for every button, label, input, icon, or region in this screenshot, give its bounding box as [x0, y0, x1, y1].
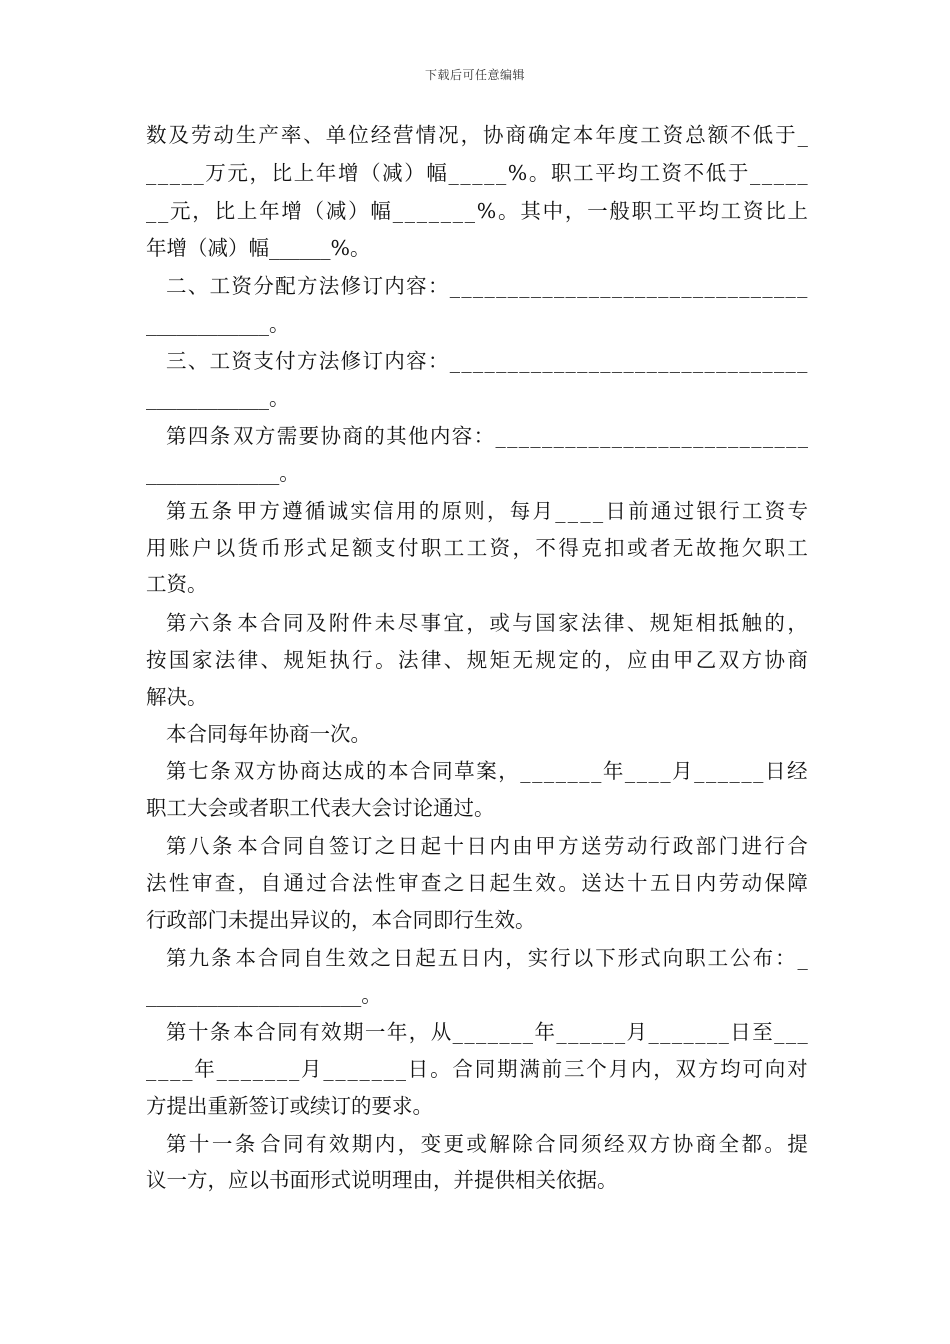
text-line: 方提出重新签订或续订的要求。: [146, 1094, 433, 1118]
text-line: _ _ _ _ _ 万 元 ， 比 上 年 增 （ 减 ） 幅 _ _ _ _ _ % 。 职 工 平 均 工 资 不 低 于 _ _ _ _ _: [146, 161, 808, 185]
text-line: 三 、 工 资 支 付 方 法 修 订 内 容 ： _ _ _ _ _ _ _ _ _ _ _ _ _ _ _ _ _ _ _ _ _ _ _ _ _ _ _ _ _ _ _: [166, 349, 808, 373]
text-line: 议一方，应以书面形式说明理由，并提供相关依据。: [146, 1168, 618, 1192]
text-line: 用 账 户 以 货 币 形 式 足 额 支 付 职 工 工 资 ， 不 得 克 扣 或 者 无 故 拖 欠 职 工: [146, 536, 808, 560]
text-line: ____________。: [146, 386, 290, 410]
text-line: 第 十 一 条 合 同 有 效 期 内 ， 变 更 或 解 除 合 同 须 经 双 方 协 商 全 都 。 提: [166, 1132, 808, 1156]
text-line: _ _ _ _ 年 _ _ _ _ _ _ _ 月 _ _ _ _ _ _ _ 日 。 合 同 期 满 前 三 个 月 内 ， 双 方 均 可 向 对: [146, 1057, 808, 1081]
text-line: 年增（减）幅______%。: [146, 236, 371, 260]
text-line: 第 五 条 甲 方 遵 循 诚 实 信 用 的 原 则 ， 每 月 _ _ _ _ 日 前 通 过 银 行 工 资 专: [166, 499, 808, 523]
text-line: _____________。: [146, 461, 300, 485]
text-line: 二 、 工 资 分 配 方 法 修 订 内 容 ： _ _ _ _ _ _ _ _ _ _ _ _ _ _ _ _ _ _ _ _ _ _ _ _ _ _ _ _ _ _ _: [166, 274, 808, 298]
text-line: 解决。: [146, 685, 208, 709]
text-line: 法 性 审 查 ， 自 通 过 合 法 性 审 查 之 日 起 生 效 。 送 达 十 五 日 内 劳 动 保 障: [146, 871, 808, 895]
text-line: 数 及 劳 动 生 产 率 、 单 位 经 营 情 况 ， 协 商 确 定 本 年 度 工 资 总 额 不 低 于 _: [146, 123, 808, 147]
text-line: 工资。: [146, 572, 208, 596]
text-line: ____________。: [146, 312, 290, 336]
text-line: 第 九 条 本 合 同 自 生 效 之 日 起 五 日 内 ， 实 行 以 下 形 式 向 职 工 公 布 ： _: [166, 946, 808, 970]
text-line: _____________________。: [146, 983, 382, 1007]
text-line: 第 八 条 本 合 同 自 签 订 之 日 起 十 日 内 由 甲 方 送 劳 动 行 政 部 门 进 行 合: [166, 834, 808, 858]
text-line: 行政部门未提出异议的，本合同即行生效。: [146, 908, 536, 932]
text-line: 第 七 条 双 方 协 商 达 成 的 本 合 同 草 案 ， _ _ _ _ _ _ _ 年 _ _ _ _ 月 _ _ _ _ _ _ 日 经: [166, 759, 808, 783]
text-line: 第 四 条 双 方 需 要 协 商 的 其 他 内 容 ： _ _ _ _ _ _ _ _ _ _ _ _ _ _ _ _ _ _ _ _ _ _ _ _ _ _ _: [166, 424, 808, 448]
page-header-note: 下载后可任意编辑: [424, 68, 525, 82]
text-line: 第 十 条 本 合 同 有 效 期 一 年 ， 从 _ _ _ _ _ _ _ 年 _ _ _ _ _ _ 月 _ _ _ _ _ _ _ 日 至 _ _ _: [166, 1020, 808, 1044]
text-line: 本合同每年协商一次。: [166, 722, 371, 746]
text-line: 第 六 条 本 合 同 及 附 件 未 尽 事 宜 ， 或 与 国 家 法 律 、 规 矩 相 抵 触 的 ，: [166, 611, 808, 635]
text-line: _ _ 元 ， 比 上 年 增 （ 减 ） 幅 _ _ _ _ _ _ _ % 。 其 中 ， 一 般 职 工 平 均 工 资 比 上: [146, 199, 808, 223]
text-line: 按 国 家 法 律 、 规 矩 执 行 。 法 律 、 规 矩 无 规 定 的 ， 应 由 甲 乙 双 方 协 商: [146, 648, 808, 672]
text-line: 职工大会或者职工代表大会讨论通过。: [146, 796, 495, 820]
